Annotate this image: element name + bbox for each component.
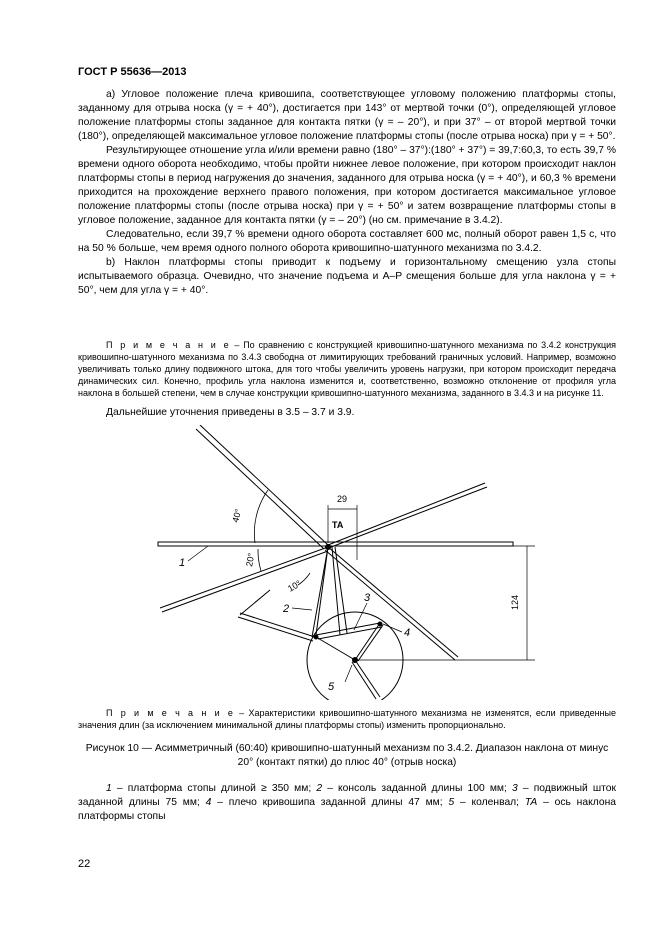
angle-40-label: 40° (230, 507, 244, 524)
platform-upper-right-a (328, 483, 485, 545)
note-1-label: П р и м е ч а н и е (106, 340, 231, 350)
pivot-crankshaft (352, 657, 358, 663)
document-header: ГОСТ Р 55636—2013 (78, 66, 187, 78)
note-2-label: П р и м е ч а н и е (106, 708, 235, 718)
arm-left-a (240, 613, 315, 637)
link-d (335, 547, 347, 633)
crank-arm-c (316, 637, 355, 660)
angle-20-label: 20° (244, 552, 257, 568)
platform-lower-right-b (325, 550, 455, 660)
paragraph-ratio: Результирующее отношение угла и/или времени равно (180° – 37°):(180° + 37°) = 39,7:60,3, то есть 39,7 % времени одного оборота необходимо, чтобы пройти нижнее левое положение, при котором происходит наклон платформы стопы в период нагружения до значения, заданного для отрыва носка (γ = + 40°), и 60,3 % времени приходится на прохождение верхнего правого положения, при котором достигается максимальное угловое положение платформы стопы (после отрыва носка) при γ = + 50° и затем возвращение платформы стопы в угловое положение, заданное для контакта пятки (γ = – 20°) (но см. примечание в 3.4.2). (78, 145, 616, 226)
legend-ta-text: – ось наклона платформы стопы (78, 797, 616, 822)
platform-lower-right-a (328, 547, 458, 657)
legend-2-num: 2 (316, 783, 323, 794)
arm-left-c (240, 590, 270, 615)
platform-upper-right-b (326, 487, 487, 549)
legend-5-text: – коленвал; (454, 797, 525, 808)
leader-2 (292, 608, 312, 610)
ta-label: TA (332, 520, 344, 530)
callout-3: 3 (364, 592, 371, 604)
legend-1-num: 1 (106, 783, 112, 794)
paragraph-consequence: Следовательно, если 39,7 % времени одного оборота составляет 600 мс, полный оборот равен 1,5 с, что на 50 % больше, чем время одного полного оборота кривошипно-шатунного механизма по 3.4.2. (78, 229, 616, 254)
pivot-right (378, 622, 383, 627)
crank-arm-e (352, 662, 376, 699)
platform-rotated-40-a (200, 425, 328, 545)
platform-lower-left-a (160, 547, 328, 608)
paragraph-a: а) Угловое положение плеча кривошипа, соответствующее угловому положению платформы стопы, заданному для отрыва носка (γ = + 40°), достигается при 143° от мертвой точки (0°), определяющей угловое положение платформы стопы заданное для контакта пятки (γ = – 20°), и при 37° – от второй мертвой точки (180°), определяющей максимальное угловое положение платформы стопы (после отрыва носка) при γ = + 50°. (78, 89, 616, 142)
note-2 (78, 707, 616, 731)
callout-5: 5 (328, 681, 335, 693)
arm-left-b (238, 617, 313, 641)
dim-124-label: 124 (510, 594, 520, 610)
legend-4-text: – плечо кривошипа заданной длины 47 мм; (211, 797, 449, 808)
angle-10-label: 10° (286, 578, 303, 594)
crank-circle (307, 612, 403, 700)
note-1 (78, 339, 616, 399)
further-text: Дальнейшие уточнения приведены в 3.5 – 3.7 и 3.9. (106, 407, 355, 418)
arc-40 (254, 490, 268, 543)
link-b (312, 547, 328, 637)
body-text (78, 88, 616, 298)
legend-3-text: – подвижный шток заданной длины 75 мм; (78, 783, 616, 808)
legend-ta-num: TA (524, 797, 538, 808)
pivot-left (314, 635, 319, 640)
crank-arm-a (355, 623, 380, 660)
callout-2: 2 (283, 603, 290, 615)
crank-arm-d (355, 660, 380, 697)
arc-20 (258, 549, 261, 571)
legend-5-num: 5 (448, 797, 455, 808)
leader-5 (345, 665, 352, 682)
callout-1: 1 (179, 557, 186, 569)
legend-4-num: 4 (205, 797, 212, 808)
figure-legend (78, 782, 616, 824)
legend-3-num: 3 (512, 783, 518, 794)
platform-rotated-40-b (196, 429, 324, 549)
link-c (332, 547, 340, 635)
callout-4: 4 (404, 627, 411, 639)
legend-2-text: – консоль заданной длины 100 мм; (322, 783, 512, 794)
page-number: 22 (78, 858, 91, 870)
pivot-ta (325, 544, 331, 550)
note-2-text: – Характеристики кривошипно-шатунного механизма не изменятся, если приведенные значения длин (за исключением минимальной длины платформы стопы) изменить пропорционально. (78, 708, 617, 730)
dim-29-label: 29 (337, 494, 348, 504)
leader-1 (188, 546, 208, 561)
legend-1-text: – платформа стопы длиной ≥ 350 мм; (111, 783, 317, 794)
further-clarifications (78, 406, 616, 420)
note-1-text: – По сравнению с конструкцией кривошипно-шатунного механизма по 3.4.2 конструкция кривошипно-шатунного механизма по 3.4.3 свободна от лимитирующих требований граничных условий. Например, возможно увеличивать только длину подвижного штока, для того чтобы увеличить уровень нагрузки, при котором происходит передача динамических сил. Конечно, профиль угла наклона изменится и, соответственно, возможно отклонение от профиля угла наклона в большей степени, чем в случае конструкции кривошипно-шатунного механизма, заданного в 3.4.3 и на рисунке 11. (78, 340, 616, 398)
figure-caption: Рисунок 10 — Асимметричный (60:40) кривошипно-шатунный механизм по 3.4.2. Диапазон наклона от минус 20° (контакт пятки) до плюс 40° (отрыв носка) (85, 743, 609, 768)
paragraph-b: b) Наклон платформы стопы приводит к подъему и горизонтальному смещению узла стопы испытываемого образца. Очевидно, что значение подъема и A–P смещения больше для угла наклона γ = + 50°, чем для угла γ = + 40°. (78, 257, 616, 296)
mechanism-figure (140, 425, 540, 700)
